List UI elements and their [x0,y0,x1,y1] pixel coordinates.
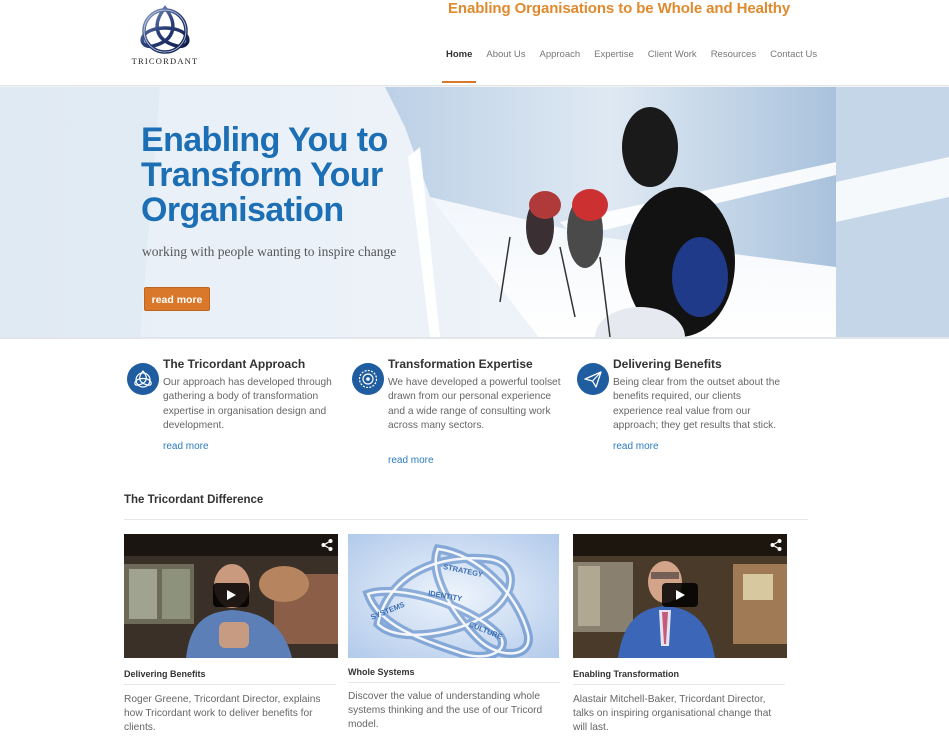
nav-expertise[interactable]: Expertise [594,49,634,60]
card-description: Alastair Mitchell-Baker, Tricordant Director, talks on inspiring organisational change that will last. [573,694,772,734]
diagram-label-culture: CULTURE [467,619,504,642]
card-divider [124,684,336,685]
site-tagline: Enabling Organisations to be Whole and Healthy [448,0,791,17]
feature-title: Delivering Benefits [613,357,722,371]
section-title: The Tricordant Difference [124,494,264,506]
card-description: Discover the value of understanding whole systems thinking and the use of our Tricord model. [348,691,543,731]
tricord-model-diagram[interactable] [348,534,559,658]
nav-about-us[interactable]: About Us [486,49,526,60]
card-title[interactable]: Enabling Transformation [573,669,680,679]
feature-title: Transformation Expertise [388,357,533,371]
nav-approach[interactable]: Approach [539,49,581,60]
feature-description: Our approach has developed through gathering a body of transformation expertise in organisation design and development. [163,377,332,432]
card-description: Roger Greene, Tricordant Director, explains how Tricordant work to deliver benefits for clients. [124,694,321,734]
play-button[interactable] [213,583,249,607]
hero-read-more-button[interactable]: read more [144,287,210,311]
logo-wordmark: TRICORDANT [131,56,199,66]
card-title[interactable]: Whole Systems [348,667,415,677]
hero-title: Enabling You to Transform Your Organisation [141,121,388,229]
card-divider [573,684,785,685]
nav-resources[interactable]: Resources [710,49,757,60]
main-nav [439,44,824,84]
feature-read-more-link[interactable]: read more [388,455,434,466]
card-divider [348,682,560,683]
diagram-label-strategy: STRATEGY [442,561,484,580]
feature-read-more-link[interactable]: read more [613,441,659,452]
feature-read-more-link[interactable]: read more [163,441,209,452]
feature-title: The Tricordant Approach [163,357,306,371]
share-icon[interactable] [769,538,783,552]
nav-contact-us[interactable]: Contact Us [770,49,818,60]
video-thumbnail[interactable] [124,534,338,658]
feature-description: Being clear from the outset about the benefits required, our clients experience real value from our approach; they get results that stick. [613,377,781,432]
hero-subtitle: working with people wanting to inspire change [142,244,397,259]
section-divider [124,519,808,520]
target-icon [352,363,384,395]
feature-description: We have developed a powerful toolset drawn from our personal experience and a wide range of consulting work across many sectors. [388,377,561,432]
triquetra-icon [127,363,159,395]
diagram-label-identity: IDENTITY [427,588,463,604]
site-header [0,0,949,86]
hero-banner [0,87,949,339]
card-title[interactable]: Delivering Benefits [124,669,206,679]
nav-client-work[interactable]: Client Work [647,49,697,60]
diagram-label-systems: SYSTEMS [369,599,406,622]
video-thumbnail[interactable] [573,534,787,658]
share-icon[interactable] [320,538,334,552]
play-button[interactable] [662,583,698,607]
paper-plane-icon [577,363,609,395]
nav-home[interactable]: Home [439,44,479,84]
